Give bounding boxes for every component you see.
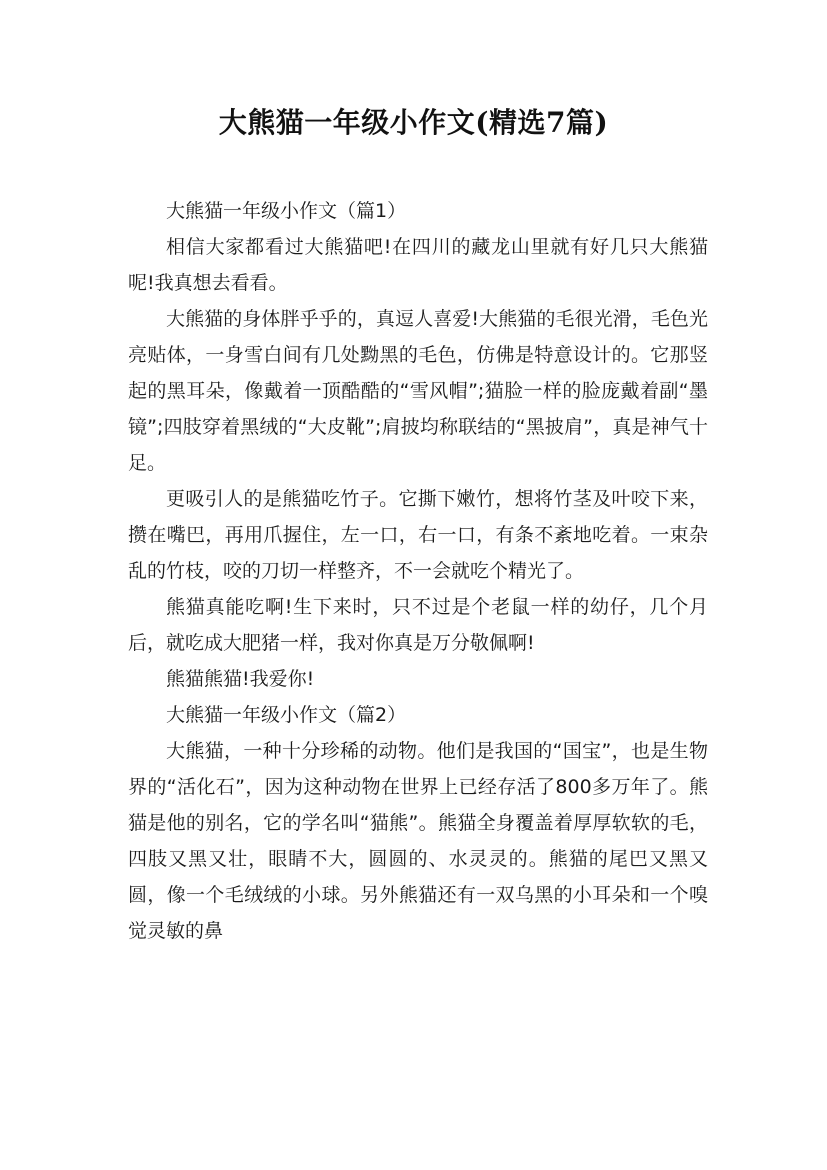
section-heading-1: 大熊猫一年级小作文（篇1） — [166, 200, 407, 222]
paragraph: 更吸引人的是熊猫吃竹子。它撕下嫩竹，想将竹茎及叶咬下来，攒在嘴巴，再用爪握住，左一口，右一口，有条不紊地吃着。一束杂乱的竹枝，咬的刀切一样整齐，不一会就吃个精光了。 — [128, 488, 708, 582]
paragraph: 相信大家都看过大熊猫吧!在四川的藏龙山里就有好几只大熊猫呢!我真想去看看。 — [128, 236, 708, 294]
paragraph: 大熊猫，一种十分珍稀的动物。他们是我国的“国宝”，也是生物界的“活化石”，因为这种动物在世界上已经存活了800多万年了。熊猫是他的别名，它的学名叫“猫熊”。熊猫全身覆盖着厚厚软软的毛，四肢又黑又壮，眼睛不大，圆圆的、水灵灵的。熊猫的尾巴又黑又圆，像一个毛绒绒的小球。另外熊猫还有一双乌黑的小耳朵和一个嗅觉灵敏的鼻 — [128, 740, 708, 942]
paragraph: 熊猫真能吃啊!生下来时，只不过是个老鼠一样的幼仔，几个月后，就吃成大肥猪一样，我对你真是万分敬佩啊! — [128, 596, 708, 654]
document-body — [128, 193, 708, 949]
section-heading-2: 大熊猫一年级小作文（篇2） — [166, 704, 407, 726]
paragraph: 熊猫熊猫!我爱你! — [166, 668, 315, 690]
paragraph: 大熊猫的身体胖乎乎的，真逗人喜爱!大熊猫的毛很光滑，毛色光亮贴体，一身雪白间有几处黝黑的毛色，仿佛是特意设计的。它那竖起的黑耳朵，像戴着一顶酷酷的“雪风帽”;猫脸一样的脸庞戴着副“墨镜”;四肢穿着黑绒的“大皮靴”;肩披均称联结的“黑披肩”，真是神气十足。 — [128, 308, 708, 474]
document-title: 大熊猫一年级小作文(精选7篇) — [218, 106, 609, 139]
